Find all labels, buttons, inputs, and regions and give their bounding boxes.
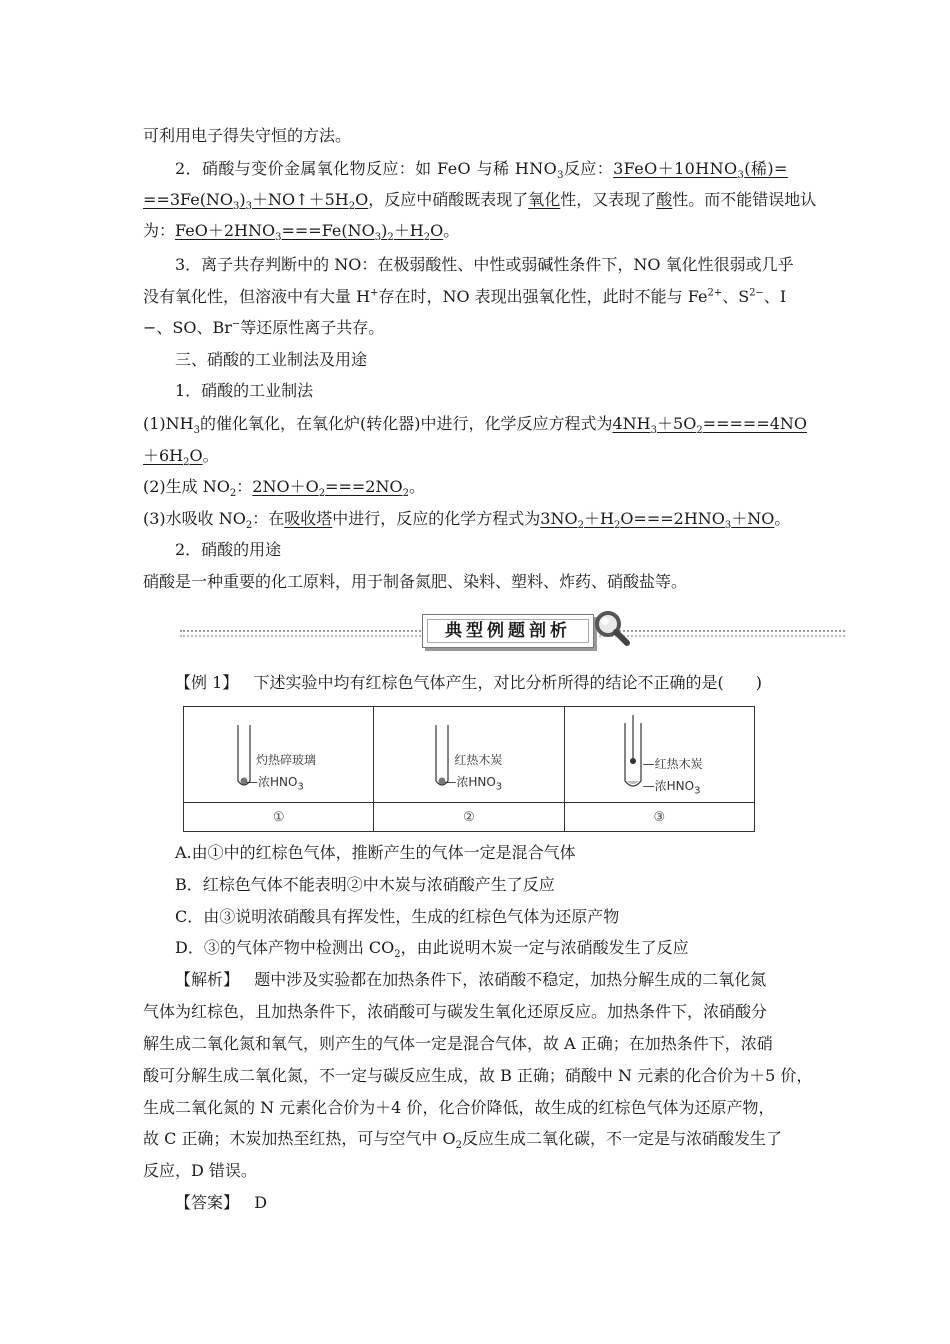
analysis-line: 故 C 正确；木炭加热至红热，可与空气中 $O_2$反应生成二氧化碳，不一定是与浓硝酸发生了 <box>143 1129 783 1152</box>
text-line: $+6H_2O$。 <box>143 446 219 469</box>
text-line: 硝酸是一种重要的化工原料，用于制备氮肥、染料、塑料、炸药、硝酸盐等。 <box>143 572 688 591</box>
subsection-heading: 1．硝酸的工业制法 <box>175 381 314 400</box>
analysis-line: 酸可分解生成二氧化氮，不一定与碳反应生成，故 B 正确；硝酸中 N 元素的化合价为＋5 价， <box>143 1066 813 1085</box>
analysis-line: 生成二氧化氮的 N 元素化合价为＋4 价，化合价降低，故生成的红棕色气体为还原产物， <box>143 1098 775 1117</box>
figure-label: —浓$HNO_3$ <box>444 775 503 793</box>
text-line: (2)生成 $NO_2$：$2NO+O_2===2NO_2$。 <box>143 477 425 500</box>
option-d: D．③的气体产物中检测出 $CO_2$，由此说明木炭一定与浓硝酸发生了反应 <box>175 938 689 961</box>
figure-cell <box>184 707 374 803</box>
analysis-line: 反应，D 错误。 <box>143 1161 257 1180</box>
figure-number: ③ <box>564 803 754 832</box>
analysis-line: 解生成二氧化氮和氧气，则产生的气体一定是混合气体，故 A 正确；在加热条件下，浓硝 <box>143 1034 773 1053</box>
figure-cell <box>564 707 754 803</box>
section-heading: 三、硝酸的工业制法及用途 <box>175 350 368 369</box>
analysis-line: 气体为红棕色，且加热条件下，浓硝酸可与碳发生氧化还原反应。加热条件下，浓硝酸分 <box>143 1002 768 1021</box>
text-line: 可利用电子得失守恒的方法。 <box>143 126 352 145</box>
magnifier-icon <box>592 608 632 648</box>
option-b: B．红棕色气体不能表明②中木炭与浓硝酸产生了反应 <box>175 875 555 894</box>
text-line: 没有氧化性，但溶液中有大量 H+存在时，NO 表现出强氧化性，此时不能与 $Fe^{2+}$、$S^{2-}$、I <box>143 287 787 306</box>
figure-label: 红热木炭 <box>454 753 503 767</box>
analysis-line: 【解析】 题中涉及实验都在加热条件下，浓硝酸不稳定，加热分解生成的二氧化氮 <box>175 970 767 989</box>
option-c: C．由③说明浓硝酸具有挥发性，生成的红棕色气体为还原产物 <box>175 907 620 926</box>
figure-number: ② <box>374 803 564 832</box>
figure-label: —浓$HNO_3$ <box>246 775 304 793</box>
text-line: 2．硝酸与变价金属氧化物反应：如 FeO 与稀 $HNO_3$反应：$3FeO+10HNO_3$(稀)= <box>175 159 788 182</box>
figure-number: ① <box>184 803 374 832</box>
text-line: 为：$FeO+2HNO_3===Fe(NO_3)_2+H_2O$。 <box>143 221 460 244</box>
text-line: (3)水吸收 $NO_2$：在吸收塔中进行，反应的化学方程式为$3NO_2+H_2O===2HNO_3+NO$。 <box>143 509 791 532</box>
figure-label: 灼热碎玻璃 <box>256 753 317 767</box>
banner-title: 典型例题剖析 <box>427 619 589 643</box>
text-line: −、SO、Br−等还原性离子共存。 <box>143 318 385 337</box>
answer-line: 【答案】 D <box>175 1193 268 1212</box>
text-line: $(1)NH_3$的催化氧化，在氧化炉(转化器)中进行，化学反应方程式为$4NH_3+5O_2=====4NO$ <box>143 414 808 437</box>
text-line: $==3Fe(NO_3)_3+NO↑+5H_2O$，反应中硝酸既表现了氧化性，又表现了酸性。而不能错误地认 <box>143 190 817 213</box>
test-tube-icon <box>621 715 645 795</box>
subsection-heading: 2．硝酸的用途 <box>175 540 282 559</box>
example-question: 【例 1】 下述实验中均有红棕色气体产生，对比分析所得的结论不正确的是( ) <box>175 673 763 692</box>
experiment-figure <box>183 706 755 832</box>
text-line: 3．离子共存判断中的 NO：在极弱酸性、中性或弱碱性条件下，NO 氧化性很弱或几乎 <box>175 255 794 274</box>
figure-cell <box>374 707 564 803</box>
figure-label: —浓$HNO_3$ <box>642 779 701 797</box>
figure-label: —红热木炭 <box>642 757 703 771</box>
option-a: A.由①中的红棕色气体，推断产生的气体一定是混合气体 <box>175 843 576 862</box>
section-banner <box>180 608 845 650</box>
banner-box <box>422 614 594 648</box>
